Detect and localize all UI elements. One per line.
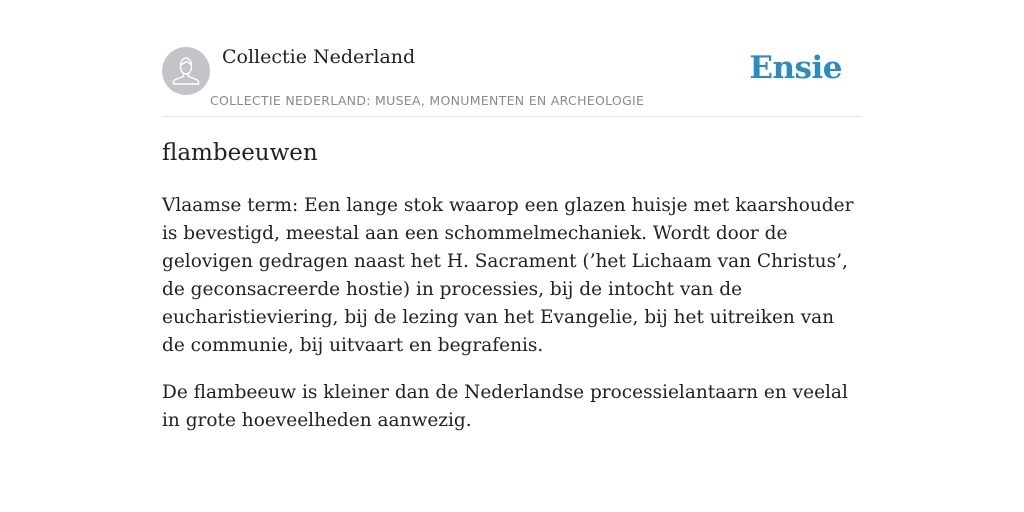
author-avatar[interactable] <box>162 47 210 95</box>
entry-paragraph: De flambeeuw is kleiner dan de Nederlandse processielantaarn en veelal in grote hoeveelheden aanwezig. <box>162 382 848 431</box>
collection-name[interactable]: COLLECTIE NEDERLAND: MUSEA, MONUMENTEN EN ARCHEOLOGIE <box>210 93 645 108</box>
page-container <box>162 0 862 431</box>
page-header <box>162 0 862 117</box>
entry-title: flambeeuwen <box>162 140 318 166</box>
entry-paragraph: Vlaamse term: Een lange stok waarop een glazen huisje met kaarshouder is bevestigd, meestal aan een schommelmechaniek. Wordt door de gelovigen gedragen naast het H. Sacrament (’het Lichaam van Christus’, de geconsacreerde hostie) in processies, bij de intocht van de eucharistieviering, bij de lezing van het Evangelie, bij het uitreiken van de communie, bij uitvaart en begrafenis. <box>162 195 854 356</box>
user-silhouette-icon <box>162 47 210 95</box>
author-name[interactable]: Collectie Nederland <box>222 46 416 68</box>
ensie-logo-link[interactable]: Ensie <box>749 50 842 86</box>
entry-body <box>162 192 862 454</box>
